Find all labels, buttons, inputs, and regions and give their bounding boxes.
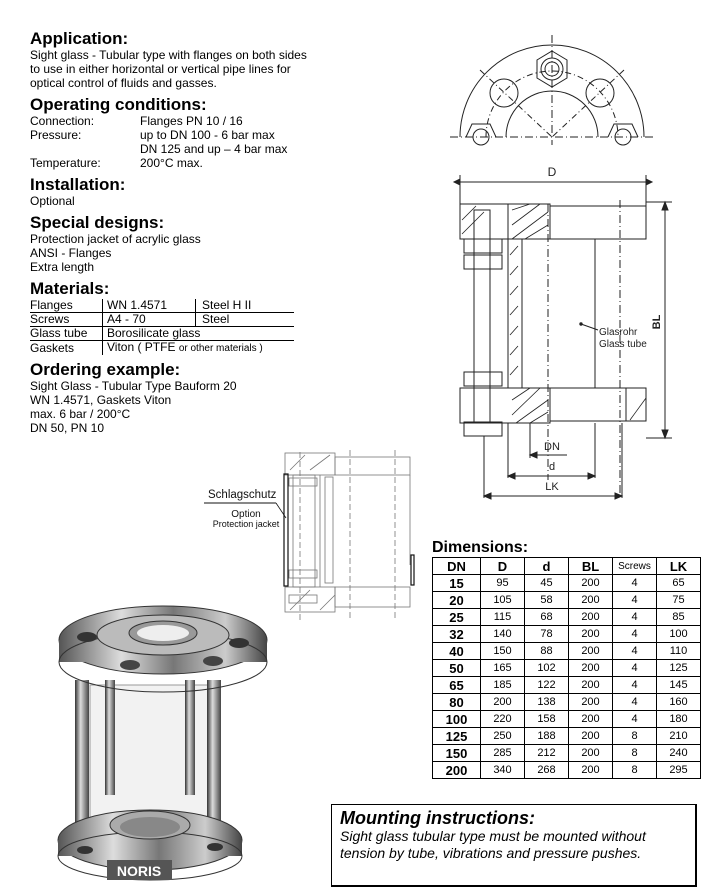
mounting-line: Sight glass tubular type must be mounted without (340, 828, 646, 844)
dimensions-cell-d: 150 (481, 643, 525, 660)
mounting-title: Mounting instructions: (340, 808, 535, 828)
materials-row (30, 341, 294, 356)
material-spec: Borosilicate glass (103, 327, 295, 341)
label-LK: LK (545, 481, 559, 493)
material-alt: Steel (196, 313, 295, 327)
dimensions-row (433, 575, 701, 592)
dimensions-cell-dn: 125 (433, 728, 481, 745)
label-BL: BL (651, 314, 663, 330)
application-line: optical control of fluids and gasses. (30, 76, 217, 90)
material-alt: Steel H II (196, 299, 295, 313)
dimensions-cell-lk: 100 (657, 626, 701, 643)
operating-value: DN 125 and up – 4 bar max (140, 142, 288, 156)
dimensions-section (432, 540, 701, 779)
operating-section (30, 96, 330, 170)
dimensions-cell-dn: 40 (433, 643, 481, 660)
dimensions-body (433, 575, 701, 779)
dimensions-cell-lk: 110 (657, 643, 701, 660)
dimensions-cell-d: 185 (481, 677, 525, 694)
materials-row (30, 299, 294, 313)
application-line: Sight glass - Tubular type with flanges on both sides (30, 48, 307, 62)
dimensions-cell-dn: 80 (433, 694, 481, 711)
special-heading: Special designs: (30, 213, 165, 232)
installation-heading: Installation: (30, 175, 126, 194)
dimensions-cell-d: 95 (481, 575, 525, 592)
special-line: Protection jacket of acrylic glass (30, 232, 201, 246)
dimensions-cell-d: 122 (525, 677, 569, 694)
dimensions-cell-dn: 50 (433, 660, 481, 677)
ordering-line: WN 1.4571, Gaskets Viton (30, 393, 172, 407)
dimensions-cell-screws: 4 (613, 626, 657, 643)
dimensions-row (433, 762, 701, 779)
operating-row (30, 114, 330, 128)
dimensions-row (433, 694, 701, 711)
dimensions-row (433, 592, 701, 609)
dimensions-cell-screws: 4 (613, 694, 657, 711)
dimensions-cell-dn: 150 (433, 745, 481, 762)
installation-section (30, 176, 330, 208)
dimensions-cell-bl: 200 (569, 745, 613, 762)
materials-heading: Materials: (30, 279, 110, 298)
dimensions-cell-d: 138 (525, 694, 569, 711)
dimensions-cell-screws: 8 (613, 745, 657, 762)
label-glasrohr: Glasrohr (599, 327, 638, 338)
operating-row (30, 156, 330, 170)
dimensions-cell-bl: 200 (569, 762, 613, 779)
dimensions-cell-bl: 200 (569, 592, 613, 609)
dimensions-cell-lk: 145 (657, 677, 701, 694)
dimensions-row (433, 609, 701, 626)
application-line: to use in either horizontal or vertical pipe lines for (30, 62, 291, 76)
dimensions-cell-d: 105 (481, 592, 525, 609)
dimensions-row (433, 745, 701, 762)
dimensions-cell-d: 285 (481, 745, 525, 762)
column-header-D: D (481, 558, 525, 575)
material-part: Gaskets (30, 340, 75, 355)
label-D: D (547, 165, 557, 179)
dimensions-cell-d: 88 (525, 643, 569, 660)
dimensions-cell-bl: 200 (569, 677, 613, 694)
operating-row (30, 128, 330, 142)
material-part: Glass tube (30, 327, 103, 341)
materials-table (30, 299, 294, 355)
operating-value: 200°C max. (140, 156, 203, 170)
column-header-dn: DN (433, 558, 481, 575)
application-heading: Application: (30, 29, 129, 48)
dimensions-cell-bl: 200 (569, 575, 613, 592)
ordering-line: Sight Glass - Tubular Type Bauform 20 (30, 379, 237, 393)
ordering-heading: Ordering example: (30, 360, 181, 379)
dimensions-cell-d: 58 (525, 592, 569, 609)
dimensions-cell-screws: 8 (613, 728, 657, 745)
dimensions-cell-screws: 4 (613, 592, 657, 609)
dimensions-cell-d: 340 (481, 762, 525, 779)
dimensions-row (433, 660, 701, 677)
technical-drawing (440, 20, 708, 520)
dimensions-cell-d: 78 (525, 626, 569, 643)
dimensions-cell-screws: 4 (613, 677, 657, 694)
dimensions-row (433, 677, 701, 694)
installation-text: Optional (30, 194, 75, 208)
ordering-line: DN 50, PN 10 (30, 421, 105, 435)
column-header-lk: LK (657, 558, 701, 575)
dimensions-cell-screws: 4 (613, 575, 657, 592)
operating-heading: Operating conditions: (30, 95, 207, 114)
material-spec: Viton ( PTFE (107, 340, 176, 354)
application-section (30, 30, 330, 90)
dimensions-row (433, 643, 701, 660)
dimensions-row (433, 711, 701, 728)
dimensions-cell-dn: 32 (433, 626, 481, 643)
label-protection-jacket: Protection jacket (212, 519, 280, 529)
dimensions-cell-dn: 65 (433, 677, 481, 694)
label-glass-tube: Glass tube (599, 339, 647, 350)
ordering-line: max. 6 bar / 200°C (30, 407, 131, 421)
operating-label (30, 142, 140, 156)
label-d: d (548, 461, 556, 473)
dimensions-cell-d: 200 (481, 694, 525, 711)
dimensions-table (432, 557, 701, 779)
operating-label: Connection: (30, 114, 95, 128)
special-line: ANSI - Flanges (30, 246, 112, 260)
materials-row (30, 313, 294, 327)
dimensions-cell-lk: 180 (657, 711, 701, 728)
dimensions-header-row (433, 558, 701, 575)
label-option: Option (231, 509, 261, 520)
dimensions-cell-dn: 200 (433, 762, 481, 779)
dimensions-cell-lk: 65 (657, 575, 701, 592)
dimensions-cell-d: 158 (525, 711, 569, 728)
dimensions-cell-screws: 4 (613, 711, 657, 728)
dimensions-cell-bl: 200 (569, 643, 613, 660)
dimensions-cell-lk: 125 (657, 660, 701, 677)
dimensions-cell-lk: 85 (657, 609, 701, 626)
material-spec: A4 - 70 (103, 313, 196, 327)
dimensions-cell-d: 165 (481, 660, 525, 677)
operating-label: Pressure: (30, 128, 82, 142)
column-header-screws: Screws (613, 558, 657, 575)
dimensions-cell-screws: 4 (613, 660, 657, 677)
dimensions-row (433, 626, 701, 643)
ordering-section (30, 361, 330, 435)
material-part: Flanges (30, 299, 103, 313)
materials-row (30, 327, 294, 341)
dimensions-cell-d: 212 (525, 745, 569, 762)
dimensions-cell-d: 140 (481, 626, 525, 643)
dimensions-cell-d: 102 (525, 660, 569, 677)
product-photo (25, 585, 270, 885)
dimensions-cell-bl: 200 (569, 609, 613, 626)
dimensions-cell-bl: 200 (569, 711, 613, 728)
materials-section (30, 280, 330, 355)
brand-label: NORIS (116, 863, 162, 879)
dimensions-cell-d: 188 (525, 728, 569, 745)
dimensions-cell-screws: 4 (613, 643, 657, 660)
dimensions-cell-dn: 15 (433, 575, 481, 592)
label-DN: DN (544, 441, 560, 453)
column-header-bl: BL (569, 558, 613, 575)
dimensions-cell-d: 250 (481, 728, 525, 745)
material-note: or other materials ) (178, 343, 263, 354)
dimensions-cell-lk: 240 (657, 745, 701, 762)
operating-value: Flanges PN 10 / 16 (140, 114, 243, 128)
dimensions-cell-bl: 200 (569, 728, 613, 745)
mounting-instructions-box (331, 804, 697, 887)
dimensions-cell-d: 68 (525, 609, 569, 626)
material-spec: WN 1.4571 (103, 299, 196, 313)
operating-label: Temperature: (30, 156, 101, 170)
operating-row (30, 142, 330, 156)
dimensions-cell-lk: 75 (657, 592, 701, 609)
column-header-d: d (525, 558, 569, 575)
dimensions-title: Dimensions: (432, 539, 529, 556)
special-line: Extra length (30, 260, 95, 274)
spec-text-column (30, 30, 330, 441)
dimensions-cell-lk: 160 (657, 694, 701, 711)
dimensions-cell-bl: 200 (569, 694, 613, 711)
dimensions-cell-d: 45 (525, 575, 569, 592)
dimensions-cell-d: 220 (481, 711, 525, 728)
dimensions-cell-lk: 210 (657, 728, 701, 745)
dimensions-cell-d: 115 (481, 609, 525, 626)
dimensions-cell-bl: 200 (569, 626, 613, 643)
material-spec-cell (103, 341, 295, 356)
dimensions-row (433, 728, 701, 745)
dimensions-cell-dn: 25 (433, 609, 481, 626)
dimensions-cell-d: 268 (525, 762, 569, 779)
dimensions-cell-lk: 295 (657, 762, 701, 779)
flange-top-view (450, 35, 654, 145)
label-schlagschutz: Schlagschutz (208, 489, 277, 501)
material-part: Screws (30, 313, 103, 327)
dimensions-cell-screws: 8 (613, 762, 657, 779)
dimensions-cell-dn: 20 (433, 592, 481, 609)
dimensions-cell-dn: 100 (433, 711, 481, 728)
operating-value: up to DN 100 - 6 bar max (140, 128, 275, 142)
mounting-line: tension by tube, vibrations and pressure pushes. (340, 845, 642, 861)
section-view (454, 165, 672, 500)
special-section (30, 214, 330, 274)
dimensions-cell-screws: 4 (613, 609, 657, 626)
dimensions-cell-bl: 200 (569, 660, 613, 677)
